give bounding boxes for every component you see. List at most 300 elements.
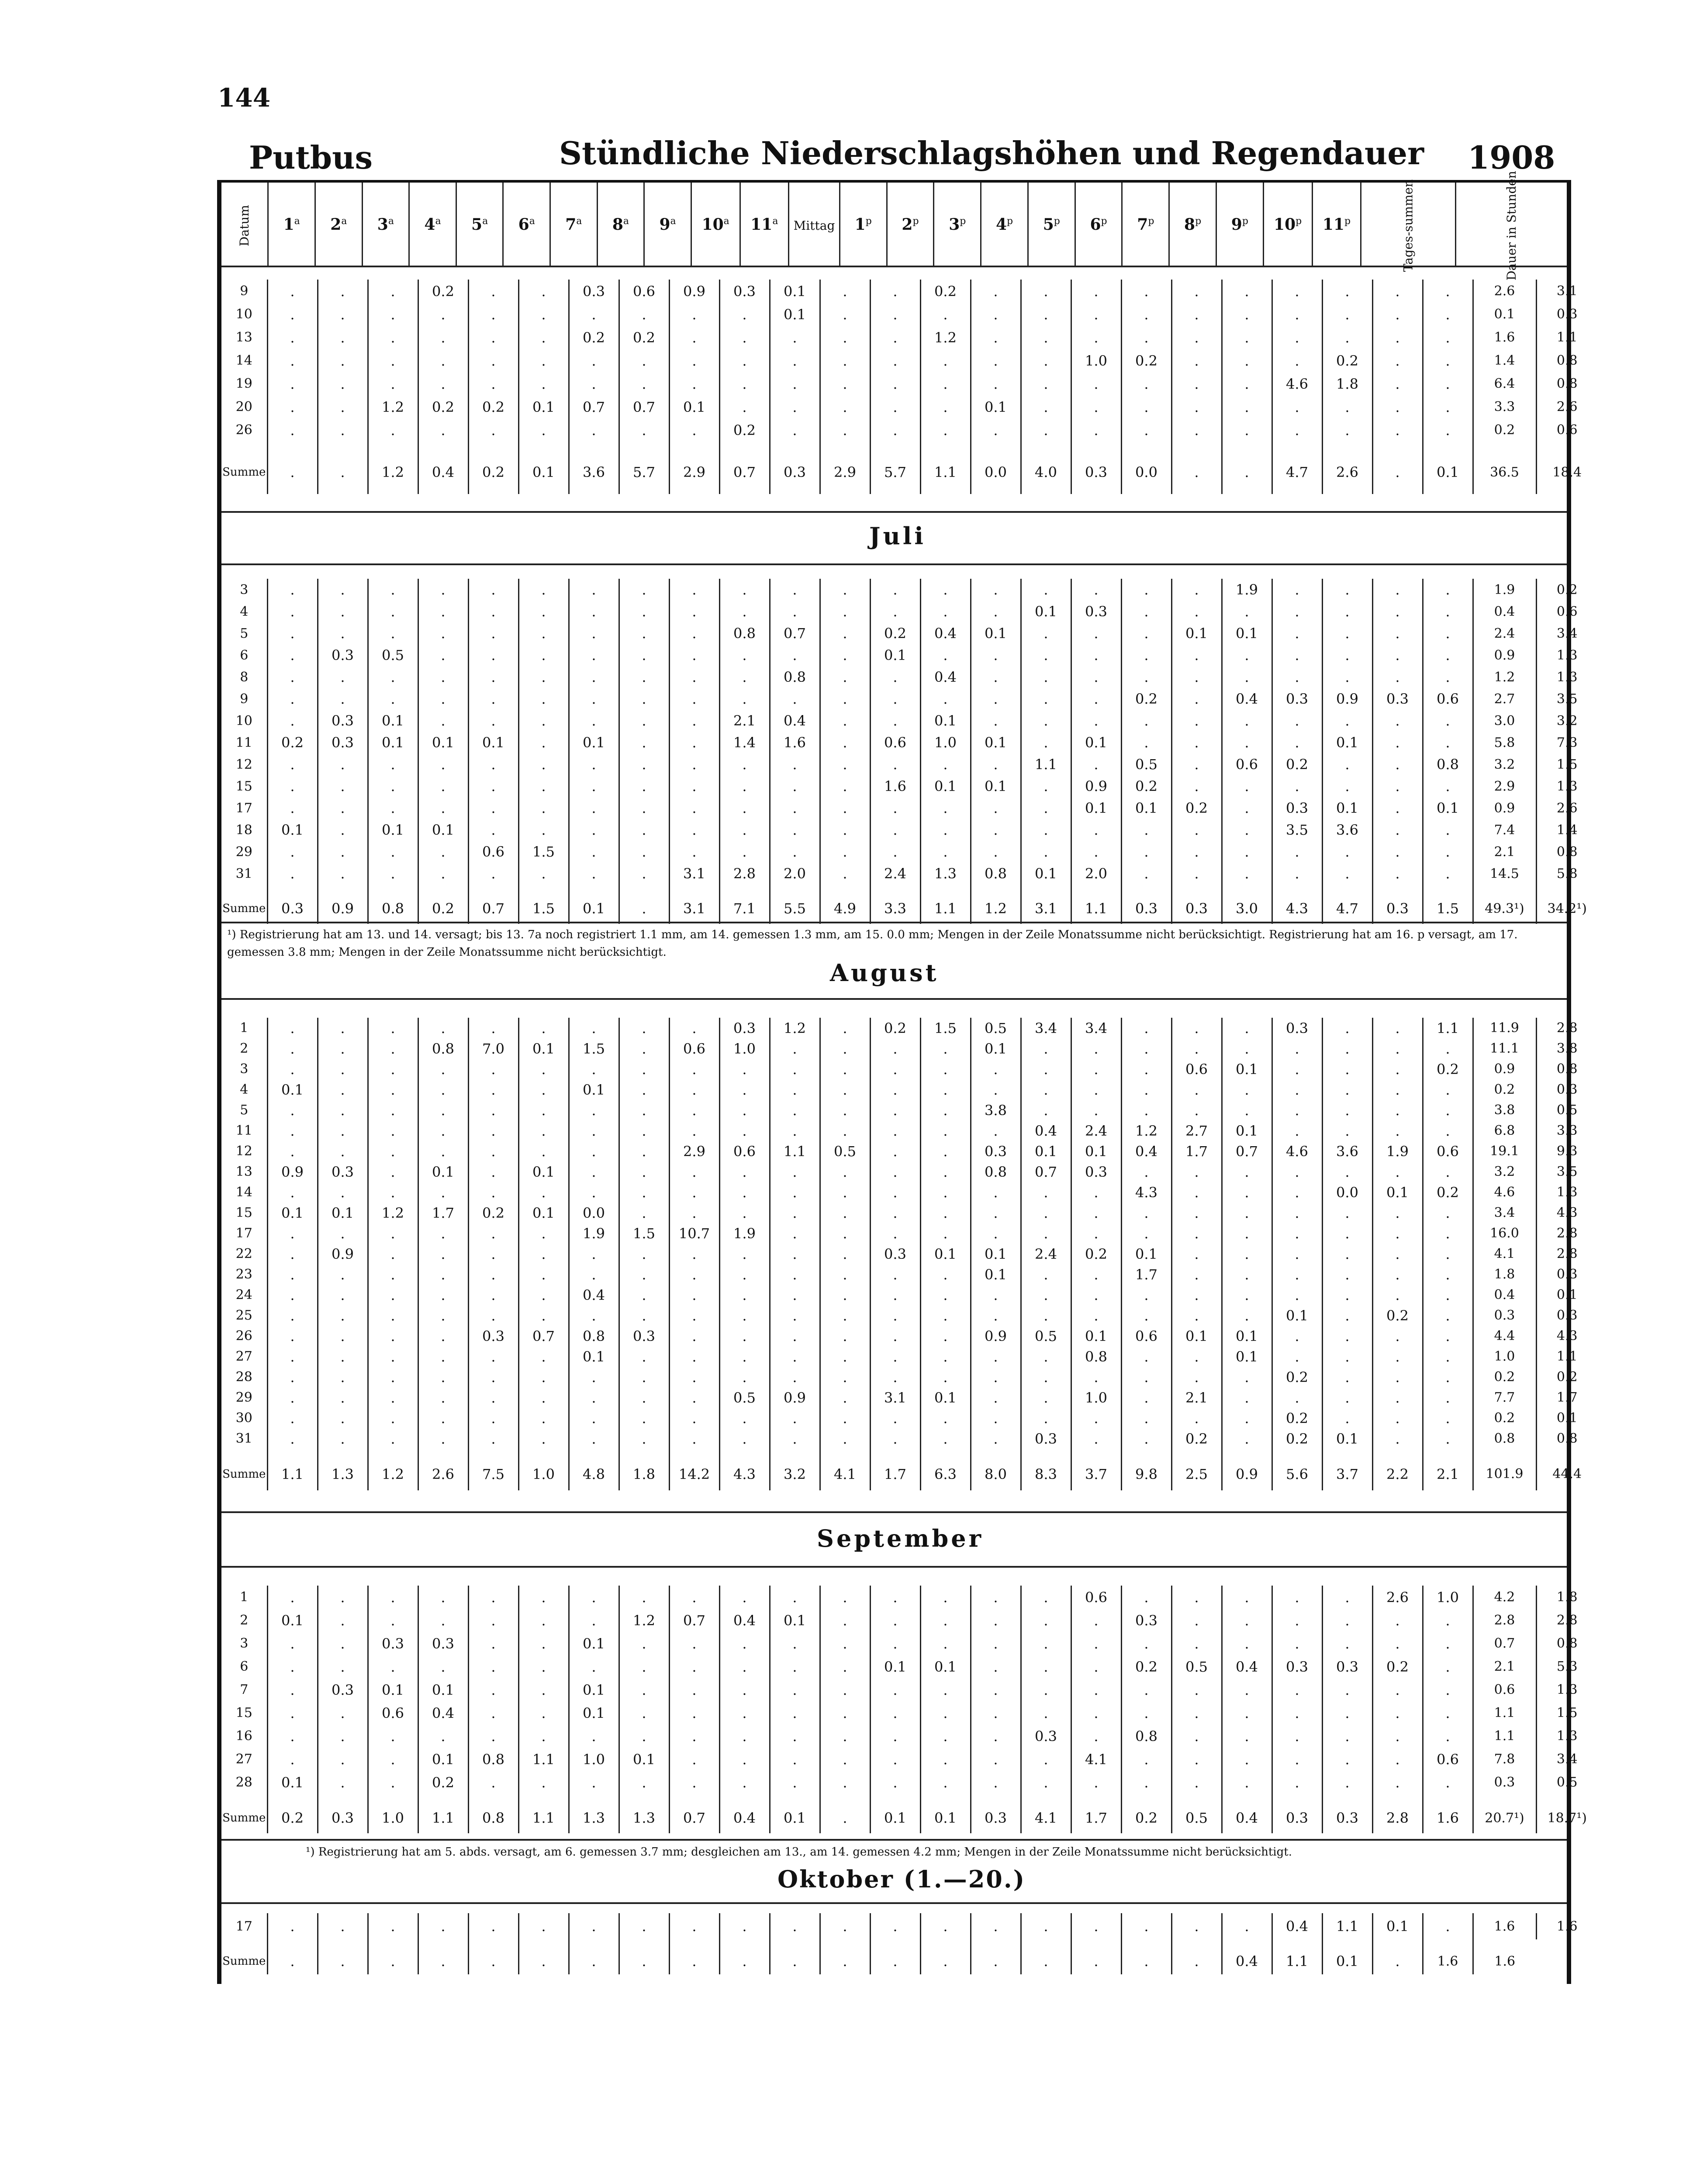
hour-cell: . xyxy=(1171,841,1222,863)
hour-cell: . xyxy=(318,1609,368,1632)
hour-cell: . xyxy=(1272,1326,1322,1346)
hour-cell: 0.0 xyxy=(1322,1182,1372,1203)
daily-sum-cell: 2.9 xyxy=(1473,775,1536,797)
hour-cell: . xyxy=(820,1609,870,1632)
hour-cell: . xyxy=(1071,1059,1121,1079)
daily-sum-cell: 1.6 xyxy=(1473,326,1536,349)
header-hour: 10$^p$ xyxy=(1263,183,1312,266)
hour-cell: . xyxy=(518,280,569,303)
hour-cell: . xyxy=(1021,1748,1071,1771)
hour-cell: . xyxy=(1171,1748,1222,1771)
hour-cell: . xyxy=(368,601,418,622)
hour-cell: . xyxy=(1272,1678,1322,1701)
table-row xyxy=(221,841,1597,863)
hour-cell: . xyxy=(971,1701,1021,1724)
hour-cell: . xyxy=(1021,1305,1071,1326)
divider xyxy=(221,998,1567,1000)
hour-cell: . xyxy=(418,710,468,732)
sum-cell: 4.1 xyxy=(820,1449,870,1490)
hour-cell: 0.1 xyxy=(1071,732,1121,753)
hour-cell: . xyxy=(770,1326,820,1346)
hour-cell: . xyxy=(318,666,368,688)
hour-cell: . xyxy=(619,1264,669,1285)
hour-cell: . xyxy=(1272,418,1322,442)
hour-cell: . xyxy=(1171,1609,1222,1632)
hour-cell: . xyxy=(1322,1223,1372,1244)
hour-cell: . xyxy=(1272,349,1322,372)
hour-cell: 1.9 xyxy=(1222,579,1272,601)
hour-cell: . xyxy=(1121,819,1171,841)
hour-cell: . xyxy=(971,688,1021,710)
hour-cell: . xyxy=(719,349,770,372)
sum-cell: 5.6 xyxy=(1272,1449,1322,1490)
hour-cell: 4.3 xyxy=(1121,1182,1171,1203)
hour-cell: . xyxy=(518,1079,569,1100)
hour-cell: . xyxy=(820,1408,870,1428)
hour-cell: . xyxy=(468,349,518,372)
sum-cell: 1.1 xyxy=(518,1794,569,1833)
duration-cell: 0.8 xyxy=(1536,372,1597,395)
hour-cell: . xyxy=(619,1161,669,1182)
hour-cell: . xyxy=(669,841,719,863)
month-sum-cell: 101.9 xyxy=(1473,1449,1536,1490)
hour-cell: . xyxy=(669,1079,719,1100)
hour-cell: . xyxy=(870,1182,920,1203)
hour-cell: . xyxy=(1021,797,1071,819)
hour-cell: . xyxy=(569,1771,619,1794)
sum-cell: 0.2 xyxy=(468,442,518,494)
hour-cell: . xyxy=(418,1387,468,1408)
sum-cell: 3.1 xyxy=(1021,885,1071,924)
sum-cell: 1.0 xyxy=(368,1794,418,1833)
hour-cell: 0.1 xyxy=(368,819,418,841)
hour-cell: . xyxy=(418,1244,468,1264)
hour-cell: 1.5 xyxy=(619,1223,669,1244)
hour-cell: . xyxy=(1322,1100,1372,1120)
hour-cell: . xyxy=(870,303,920,326)
hour-cell: . xyxy=(468,775,518,797)
hour-cell: 1.9 xyxy=(719,1223,770,1244)
hour-cell: . xyxy=(1222,1100,1272,1120)
hour-cell: . xyxy=(870,1632,920,1655)
hour-cell: . xyxy=(1121,579,1171,601)
hour-cell: . xyxy=(569,1408,619,1428)
hour-cell: . xyxy=(1222,863,1272,885)
hour-cell: . xyxy=(1423,1038,1473,1059)
sum-cell: 0.1 xyxy=(920,1794,971,1833)
hour-cell: . xyxy=(1322,1609,1372,1632)
hour-cell: . xyxy=(719,1079,770,1100)
hour-cell: . xyxy=(1322,1632,1372,1655)
hour-cell: . xyxy=(619,372,669,395)
hour-cell: 0.1 xyxy=(267,1609,318,1632)
duration-cell: 3.1 xyxy=(1536,280,1597,303)
hour-cell: . xyxy=(318,1059,368,1079)
hour-cell: 0.1 xyxy=(518,1203,569,1223)
duration-cell: 5.3 xyxy=(1536,1655,1597,1678)
hour-cell: . xyxy=(267,1100,318,1120)
hour-cell: . xyxy=(1021,303,1071,326)
duration-cell: 0.6 xyxy=(1536,601,1597,622)
hour-cell: 0.8 xyxy=(719,622,770,644)
hour-cell: . xyxy=(1372,1223,1423,1244)
duration-cell: 1.1 xyxy=(1536,1346,1597,1367)
hour-cell: 0.1 xyxy=(971,1038,1021,1059)
date-cell: 23 xyxy=(235,1267,252,1282)
hour-cell: . xyxy=(1222,1678,1272,1701)
hour-cell: . xyxy=(669,579,719,601)
daily-sum-cell: 1.6 xyxy=(1473,1913,1536,1939)
hour-cell: . xyxy=(770,1264,820,1285)
duration-cell: 2.8 xyxy=(1536,1244,1597,1264)
hour-cell: . xyxy=(368,841,418,863)
hour-cell: . xyxy=(1121,303,1171,326)
hour-cell: 0.6 xyxy=(1222,753,1272,775)
station-name: Putbus xyxy=(249,139,373,176)
hour-cell: . xyxy=(669,326,719,349)
hour-cell: . xyxy=(368,1182,418,1203)
duration-cell: 1.5 xyxy=(1536,1701,1597,1724)
hour-cell: . xyxy=(518,1632,569,1655)
sum-cell: 0.3 xyxy=(318,1794,368,1833)
hour-cell: . xyxy=(468,1079,518,1100)
hour-cell: . xyxy=(1171,1079,1222,1100)
hour-cell: . xyxy=(368,1748,418,1771)
hour-cell: . xyxy=(418,1609,468,1632)
hour-cell: . xyxy=(1372,819,1423,841)
daily-sum-cell: 0.2 xyxy=(1473,1408,1536,1428)
hour-cell: . xyxy=(820,1701,870,1724)
hour-cell: . xyxy=(1071,1724,1121,1748)
date-cell: 6 xyxy=(240,1659,249,1674)
hour-cell: . xyxy=(1121,1059,1171,1079)
hour-cell: . xyxy=(669,1655,719,1678)
hour-cell: . xyxy=(1372,349,1423,372)
hour-cell: . xyxy=(418,1326,468,1346)
hour-cell: . xyxy=(518,1586,569,1609)
hour-cell: . xyxy=(518,1305,569,1326)
hour-cell: . xyxy=(770,349,820,372)
hour-cell: . xyxy=(770,1223,820,1244)
hour-cell: . xyxy=(820,1748,870,1771)
table-row xyxy=(221,688,1597,710)
hour-cell: 0.3 xyxy=(1272,688,1322,710)
header-hour: 2$^a$ xyxy=(315,183,362,266)
hour-cell: 1.3 xyxy=(920,863,971,885)
hour-cell: . xyxy=(1423,418,1473,442)
hour-cell: . xyxy=(920,395,971,418)
divider xyxy=(221,1566,1567,1568)
hour-cell: . xyxy=(1171,1244,1222,1264)
sum-cell: . xyxy=(569,1939,619,1974)
sum-cell: 3.6 xyxy=(569,442,619,494)
hour-cell: . xyxy=(1071,1285,1121,1305)
hour-cell: . xyxy=(619,1285,669,1305)
hour-cell: . xyxy=(318,349,368,372)
month-sum-cell: 49.3¹) xyxy=(1473,885,1536,924)
hour-cell: 0.3 xyxy=(318,644,368,666)
hour-cell: . xyxy=(1171,775,1222,797)
hour-cell: . xyxy=(318,601,368,622)
table-row xyxy=(221,395,1597,418)
hour-cell: . xyxy=(267,1408,318,1428)
hour-cell: . xyxy=(318,753,368,775)
hour-cell: . xyxy=(820,326,870,349)
hour-cell: . xyxy=(1171,303,1222,326)
hour-cell: 0.4 xyxy=(1222,1655,1272,1678)
date-cell: 8 xyxy=(240,669,249,685)
hour-cell: . xyxy=(569,819,619,841)
hour-cell: . xyxy=(971,753,1021,775)
hour-cell: . xyxy=(368,280,418,303)
hour-cell: 0.2 xyxy=(569,326,619,349)
hour-cell: . xyxy=(518,1244,569,1264)
hour-cell: . xyxy=(1272,1059,1322,1079)
hour-cell: 0.1 xyxy=(418,732,468,753)
hour-cell: 0.2 xyxy=(1071,1244,1121,1264)
duration-cell: 1.3 xyxy=(1536,666,1597,688)
duration-cell: 0.8 xyxy=(1536,1059,1597,1079)
hour-cell: . xyxy=(971,1223,1021,1244)
hour-cell: . xyxy=(518,1701,569,1724)
daily-sum-cell: 0.7 xyxy=(1473,1632,1536,1655)
hour-cell: 1.1 xyxy=(1021,753,1071,775)
hour-cell: . xyxy=(1071,1100,1121,1120)
hour-cell: . xyxy=(418,753,468,775)
hour-cell: 1.8 xyxy=(1322,372,1372,395)
date-cell: 14 xyxy=(235,353,252,368)
daily-sum-cell: 1.9 xyxy=(1473,579,1536,601)
sum-cell: 8.3 xyxy=(1021,1449,1071,1490)
daily-sum-cell: 19.1 xyxy=(1473,1141,1536,1161)
hour-cell: . xyxy=(1423,863,1473,885)
hour-cell: . xyxy=(267,1244,318,1264)
hour-cell: . xyxy=(569,622,619,644)
hour-cell: . xyxy=(971,1678,1021,1701)
hour-cell: . xyxy=(368,1724,418,1748)
hour-cell: . xyxy=(719,303,770,326)
hour-cell: . xyxy=(870,1428,920,1449)
hour-cell: . xyxy=(1272,326,1322,349)
hour-cell: . xyxy=(870,1771,920,1794)
hour-cell: 0.1 xyxy=(569,1678,619,1701)
table-row xyxy=(221,1346,1597,1367)
sum-cell: 0.8 xyxy=(468,1794,518,1833)
table-row xyxy=(221,1079,1597,1100)
hour-cell: . xyxy=(719,1203,770,1223)
hour-cell: . xyxy=(820,1100,870,1120)
hour-cell: . xyxy=(267,753,318,775)
hour-cell: 0.1 xyxy=(920,1387,971,1408)
date-cell: 17 xyxy=(235,1918,252,1934)
hour-cell: 0.2 xyxy=(1322,349,1372,372)
hour-cell: . xyxy=(770,1120,820,1141)
table-row xyxy=(221,1387,1597,1408)
hour-cell: . xyxy=(1372,622,1423,644)
hour-cell: . xyxy=(820,1387,870,1408)
hour-cell: . xyxy=(1423,395,1473,418)
hour-cell: . xyxy=(1372,753,1423,775)
sum-cell: 3.3 xyxy=(870,885,920,924)
hour-cell: . xyxy=(820,349,870,372)
hour-cell: . xyxy=(318,1632,368,1655)
hour-cell: . xyxy=(719,1771,770,1794)
hour-cell: . xyxy=(518,666,569,688)
sum-cell: . xyxy=(870,1939,920,1974)
hour-cell: . xyxy=(1171,644,1222,666)
sum-cell: 3.7 xyxy=(1071,1449,1121,1490)
daily-sum-cell: 0.2 xyxy=(1473,1079,1536,1100)
hour-cell: . xyxy=(870,1203,920,1223)
duration-cell: 3.4 xyxy=(1536,622,1597,644)
sum-cell: 1.1 xyxy=(920,885,971,924)
hour-cell: . xyxy=(1322,1161,1372,1182)
hour-cell: . xyxy=(468,1305,518,1326)
hour-cell: . xyxy=(920,1182,971,1203)
sum-cell: . xyxy=(418,1939,468,1974)
table-row xyxy=(221,1161,1597,1182)
table-row xyxy=(221,732,1597,753)
footnote-september: ¹) Registrierung hat am 5. abds. versagt, am 6. gemessen 3.7 mm; desgleichen am 13., am 14. gemessen 4.2 mm; Mengen in der Zeile Monatssumme nicht berücksichtigt. xyxy=(306,1845,1292,1859)
hour-cell: . xyxy=(719,1748,770,1771)
hour-cell: . xyxy=(1423,732,1473,753)
hour-cell: . xyxy=(770,1913,820,1939)
hour-cell: . xyxy=(1423,601,1473,622)
hour-cell: . xyxy=(669,1120,719,1141)
hour-cell: . xyxy=(318,1038,368,1059)
hour-cell: . xyxy=(1423,1913,1473,1939)
hour-cell: 1.0 xyxy=(1071,349,1121,372)
hour-cell: . xyxy=(368,303,418,326)
hour-cell: . xyxy=(920,418,971,442)
duration-cell: 1.8 xyxy=(1536,1586,1597,1609)
hour-cell: . xyxy=(1372,1120,1423,1141)
hour-cell: . xyxy=(971,1748,1021,1771)
hour-cell: . xyxy=(669,797,719,819)
hour-cell: . xyxy=(820,1346,870,1367)
sum-cell: 1.2 xyxy=(971,885,1021,924)
hour-cell: . xyxy=(1272,1223,1322,1244)
hour-cell: . xyxy=(1071,644,1121,666)
hour-cell: . xyxy=(418,1913,468,1939)
hour-cell: . xyxy=(1322,1305,1372,1326)
duration-cell: 3.8 xyxy=(1536,1038,1597,1059)
hour-cell: . xyxy=(569,1141,619,1161)
hour-cell: . xyxy=(1372,1428,1423,1449)
hour-cell: . xyxy=(468,1018,518,1038)
table-row xyxy=(221,1285,1597,1305)
sum-cell: 2.5 xyxy=(1171,1449,1222,1490)
header-daily-sum-label: Tages-summen xyxy=(1401,179,1416,272)
hour-cell: . xyxy=(1372,1285,1423,1305)
hour-cell: 1.7 xyxy=(418,1203,468,1223)
duration-cell: 2.8 xyxy=(1536,1018,1597,1038)
hour-cell: . xyxy=(971,326,1021,349)
hour-cell: 0.2 xyxy=(1372,1655,1423,1678)
date-cell: 13 xyxy=(235,330,252,345)
hour-cell: . xyxy=(1322,303,1372,326)
hour-cell: . xyxy=(267,1913,318,1939)
hour-cell: . xyxy=(669,1100,719,1120)
sum-cell: 2.9 xyxy=(820,442,870,494)
hour-cell: . xyxy=(1121,622,1171,644)
hour-cell: . xyxy=(1071,841,1121,863)
table-row xyxy=(221,1771,1597,1794)
hour-cell: 3.6 xyxy=(1322,819,1372,841)
hour-cell: . xyxy=(1021,1632,1071,1655)
hour-cell: . xyxy=(1171,1408,1222,1428)
hour-cell: . xyxy=(267,1223,318,1244)
hour-cell: . xyxy=(971,372,1021,395)
hour-cell: . xyxy=(971,819,1021,841)
hour-cell: . xyxy=(820,841,870,863)
hour-cell: . xyxy=(569,797,619,819)
hour-cell: . xyxy=(418,644,468,666)
hour-cell: 0.1 xyxy=(1071,1141,1121,1161)
hour-cell: . xyxy=(971,1655,1021,1678)
sum-cell: 0.8 xyxy=(368,885,418,924)
hour-cell: . xyxy=(1222,1161,1272,1182)
hour-cell: . xyxy=(1222,1038,1272,1059)
daily-sum-cell: 1.0 xyxy=(1473,1346,1536,1367)
hour-cell: . xyxy=(669,753,719,775)
sum-cell: 0.4 xyxy=(719,1794,770,1833)
sum-cell: . xyxy=(770,1939,820,1974)
hour-cell: . xyxy=(569,579,619,601)
hour-cell: . xyxy=(418,349,468,372)
hour-cell: . xyxy=(1121,1038,1171,1059)
hour-cell: . xyxy=(1222,280,1272,303)
hour-cell: . xyxy=(719,1632,770,1655)
hour-cell: 0.6 xyxy=(1171,1059,1222,1079)
hour-cell: 1.0 xyxy=(1071,1387,1121,1408)
hour-cell: . xyxy=(669,1346,719,1367)
hour-cell: . xyxy=(1423,841,1473,863)
hour-cell: . xyxy=(318,622,368,644)
duration-cell: 0.1 xyxy=(1536,1408,1597,1428)
hour-cell: 0.1 xyxy=(1322,732,1372,753)
hour-cell: 0.3 xyxy=(1272,1655,1322,1678)
hour-cell: . xyxy=(1071,1264,1121,1285)
sum-cell: 0.4 xyxy=(1222,1794,1272,1833)
hour-cell: . xyxy=(518,1285,569,1305)
hour-cell: 0.4 xyxy=(418,1701,468,1724)
hour-cell: . xyxy=(971,349,1021,372)
header-duration xyxy=(1455,171,1567,280)
hour-cell: . xyxy=(619,1203,669,1223)
hour-cell: 2.7 xyxy=(1171,1120,1222,1141)
hour-cell: . xyxy=(1322,753,1372,775)
hour-cell: . xyxy=(920,349,971,372)
hour-cell: . xyxy=(820,601,870,622)
hour-cell: . xyxy=(1423,644,1473,666)
hour-cell: . xyxy=(719,688,770,710)
header-hour: 1$^p$ xyxy=(840,183,887,266)
hour-cell: . xyxy=(770,1771,820,1794)
hour-cell: . xyxy=(1322,1120,1372,1141)
hour-cell: 0.5 xyxy=(719,1387,770,1408)
hour-cell: . xyxy=(418,1182,468,1203)
hour-cell: . xyxy=(368,1428,418,1449)
hour-cell: . xyxy=(669,1913,719,1939)
hour-cell: 1.1 xyxy=(1322,1913,1372,1939)
hour-cell: . xyxy=(669,1724,719,1748)
daily-sum-cell: 11.9 xyxy=(1473,1018,1536,1038)
date-cell: 4 xyxy=(240,604,249,619)
hour-cell: . xyxy=(1222,1632,1272,1655)
hour-cell: . xyxy=(1322,1059,1372,1079)
hour-cell: . xyxy=(669,418,719,442)
